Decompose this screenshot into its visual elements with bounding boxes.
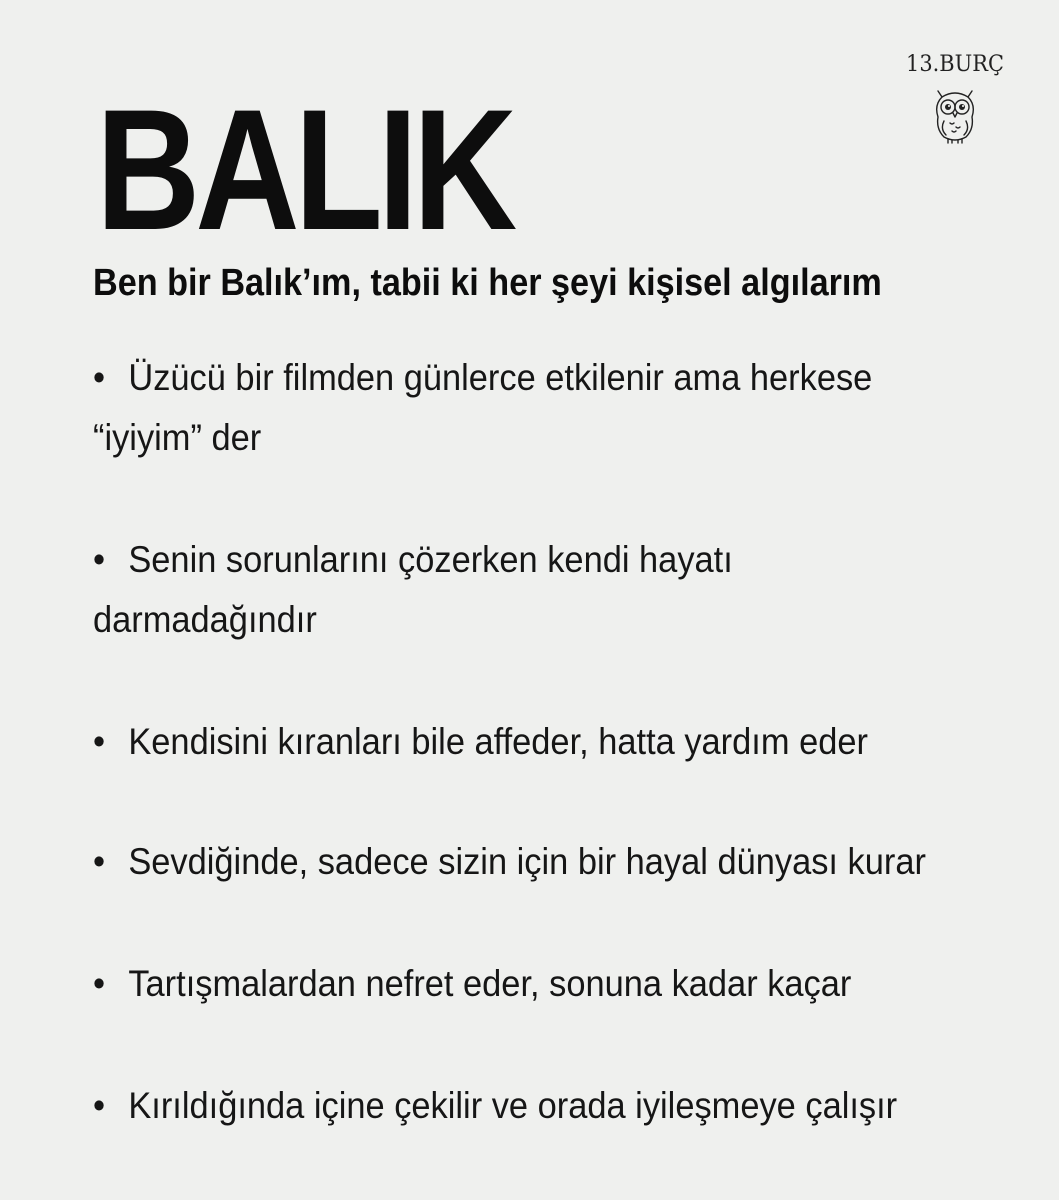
- bullet: •: [93, 1085, 106, 1126]
- list-item-text: Sevdiğinde, sadece sizin için bir hayal dünyası kurar: [128, 841, 926, 882]
- list-item-text: Üzücü bir filmden günlerce etkilenir ama herkese “iyiyim” der: [93, 357, 873, 458]
- list-item: [93, 712, 949, 772]
- list-item: [93, 1076, 949, 1136]
- list-item: [93, 832, 949, 892]
- subtitle: Ben bir Balık’ım, tabii ki her şeyi kişisel algılarım: [93, 262, 882, 304]
- list-item-text: Senin sorunlarını çözerken kendi hayatı darmadağındır: [93, 539, 733, 640]
- list-item: [93, 530, 949, 650]
- bullet: •: [93, 357, 106, 398]
- owl-icon: [928, 83, 982, 145]
- page-title: BALIK: [96, 74, 513, 266]
- list-item: [93, 348, 949, 468]
- list-item-text: Kırıldığında içine çekilir ve orada iyileşmeye çalışır: [128, 1085, 898, 1126]
- bullet: •: [93, 841, 106, 882]
- list-item-text: Kendisini kıranları bile affeder, hatta yardım eder: [128, 721, 868, 762]
- list-item-text: Tartışmalardan nefret eder, sonuna kadar kaçar: [128, 963, 852, 1004]
- bullet: •: [93, 539, 106, 580]
- bullet: •: [93, 963, 106, 1004]
- brand-name: 13.BURÇ: [906, 52, 1004, 77]
- list-item: [93, 954, 949, 1014]
- bullet: •: [93, 721, 106, 762]
- brand-logo: [900, 52, 1010, 145]
